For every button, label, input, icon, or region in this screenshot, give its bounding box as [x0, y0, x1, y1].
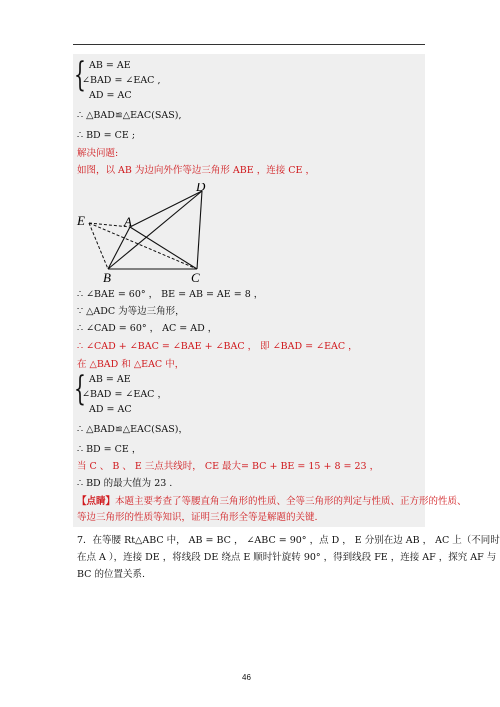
note-line — [77, 496, 467, 508]
vertex-label-d: D — [196, 183, 206, 194]
header-rule — [73, 44, 425, 45]
note-tag: 【点睛】 — [77, 496, 116, 507]
derivation-line: ∵ △ADC 为等边三角形， — [77, 306, 185, 317]
derivation-line: ∴ BD = CE ， — [77, 444, 142, 455]
system-line: AB = AE — [89, 374, 131, 385]
conclusion-line: ∴ △BAD≌△EAC(SAS), — [77, 110, 182, 121]
solution-intro: 如图，以 AB 为边向外作等边三角形 ABE ，连接 CE ， — [77, 165, 315, 176]
question-line: 在点 A ），连接 DE ，将线段 DE 绕点 E 顺时针旋转 90° ，得到线段 FE ，连接 AF ，探究 AF 与 — [77, 552, 497, 563]
derivation-line: ∴ ∠CAD = 60° ， AC = AD ， — [77, 323, 218, 334]
system-line: AD = AC — [89, 404, 132, 415]
geometry-figure — [75, 183, 225, 283]
conclusion-line: ∴ BD = CE ; — [77, 130, 136, 141]
system-line: ∠BAD = ∠EAC ， — [82, 389, 167, 400]
derivation-line: ∴ ∠CAD + ∠BAC = ∠BAE + ∠BAC ， 即 ∠BAD = ∠EAC ， — [77, 341, 358, 352]
page-number: 46 — [242, 673, 251, 682]
system-brace: { — [74, 369, 86, 409]
system-line: ∠BAD = ∠EAC , — [82, 75, 161, 86]
derivation-line: 在 △BAD 和 △EAC 中， — [77, 359, 185, 370]
question-line: 7．在等腰 Rt△ABC 中， AB = BC ， ∠ABC = 90° ，点 D ， E 分别在边 AB ， AC 上（不同时 — [77, 535, 500, 546]
vertex-label-c: C — [191, 270, 200, 283]
section-heading: 解决问题: — [77, 148, 119, 159]
system-brace: { — [74, 55, 86, 95]
derivation-line: 当 C 、 B 、 E 三点共线时， CE 最大= BC + BE = 15 + 8 = 23 ， — [77, 461, 380, 472]
note-text: 本题主要考查了等腰直角三角形的性质、全等三角形的判定与性质、正方形的性质、 — [115, 496, 467, 507]
note-line: 等边三角形的性质等知识，证明三角形全等是解题的关键. — [77, 512, 318, 523]
system-line: AB = AE — [89, 60, 131, 71]
derivation-line: ∴ BD 的最大值为 23 . — [77, 478, 173, 489]
derivation-line: ∴ ∠BAE = 60° ， BE = AB = AE = 8 ， — [77, 289, 264, 300]
vertex-label-a: A — [124, 214, 132, 229]
vertex-label-b: B — [103, 270, 111, 283]
vertex-label-e: E — [77, 213, 85, 228]
question-line: BC 的位置关系. — [77, 569, 145, 580]
derivation-line: ∴ △BAD≌△EAC(SAS)， — [77, 424, 188, 435]
system-line: AD = AC — [89, 90, 132, 101]
